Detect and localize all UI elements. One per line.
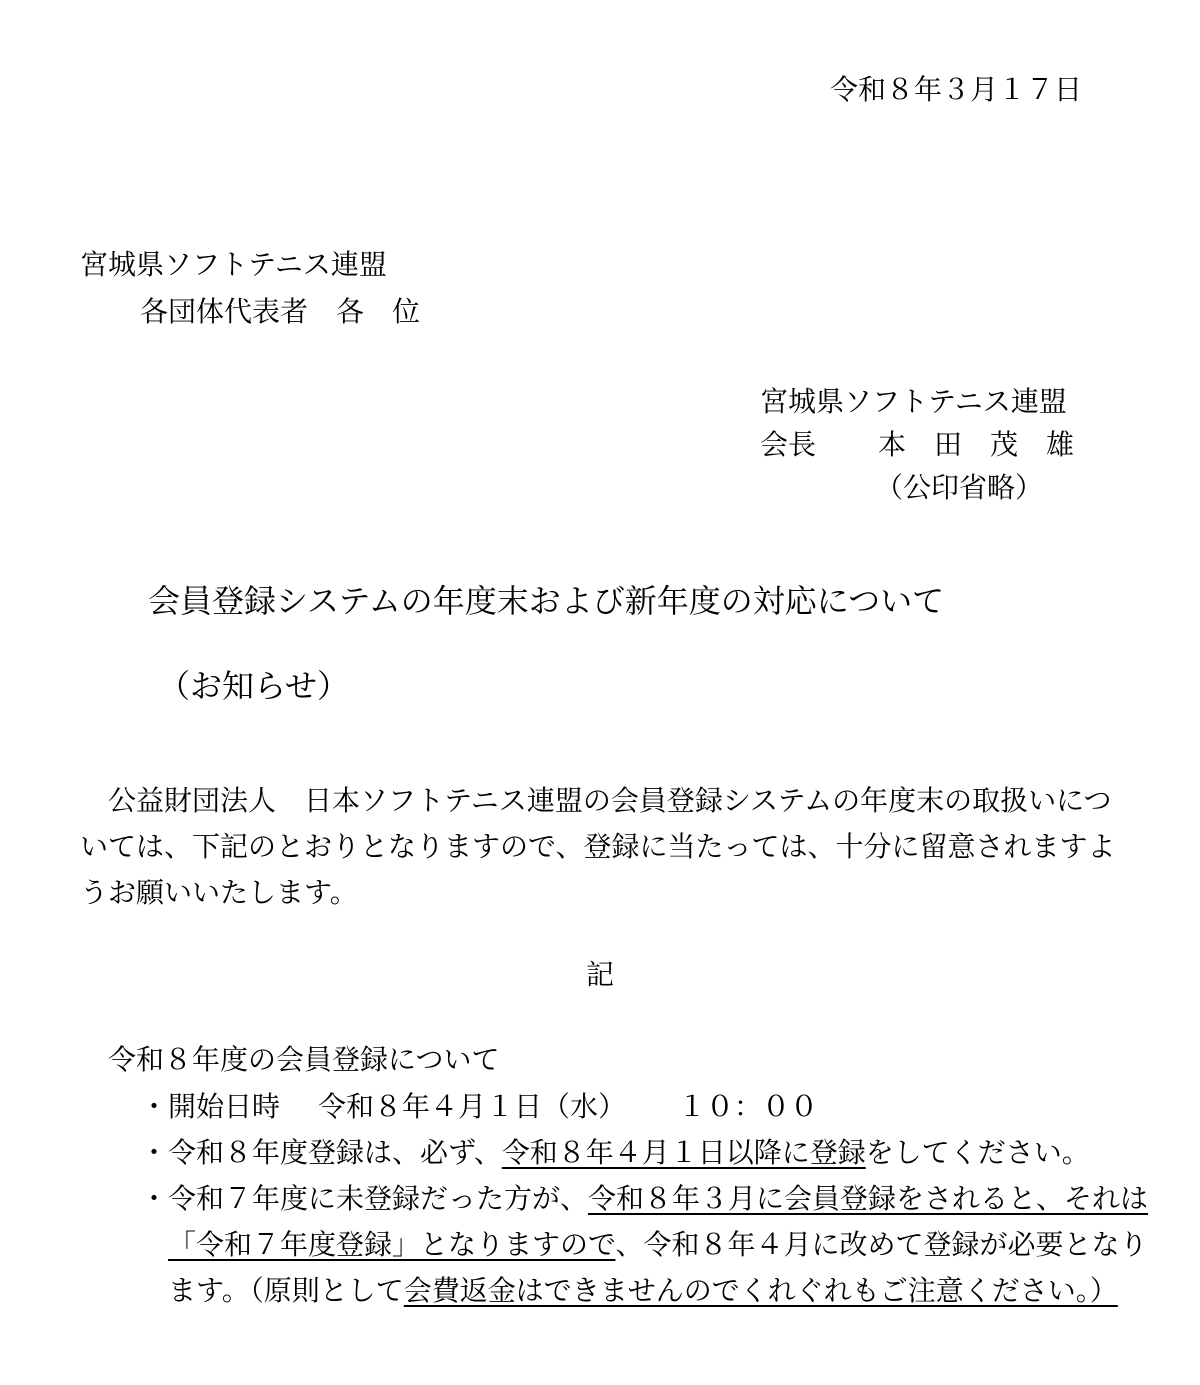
underlined-text: 令和８年３月に会員登録をされると、それは「令和７年度登録」となりますので	[168, 1182, 1149, 1261]
sender-organization: 宮城県ソフトテニス連盟	[760, 385, 1067, 418]
bullet-text: 、令和８年４月に改めて登録が必要となります。（原則として	[168, 1228, 1148, 1307]
start-time: １０：００	[678, 1090, 819, 1123]
bullet-text: をしてください。	[865, 1136, 1090, 1169]
sender-name: 本 田 茂 雄	[878, 428, 1075, 461]
bullet-label: ・開始日時	[140, 1090, 281, 1123]
underlined-text: 令和８年４月１日以降に登録	[501, 1136, 866, 1169]
bullet-text: ・令和７年度に未登録だった方が、	[140, 1182, 589, 1215]
start-date: 令和８年４月１日（水）	[318, 1090, 627, 1123]
bullet-start-datetime	[140, 1084, 818, 1130]
body-paragraph: 公益財団法人 日本ソフトテニス連盟の会員登録システムの年度末の取扱いについては、下記のとおりとなりますので、登録に当たっては、十分に留意されますようお願いいたします。	[80, 784, 1116, 909]
document-title: 会員登録システムの年度末および新年度の対応について	[148, 582, 945, 620]
ki-heading: 記	[585, 958, 614, 991]
bullet-registration-timing	[140, 1130, 1090, 1176]
underlined-text: 会費返金はできませんのでくれぐれもご注意ください。）	[403, 1274, 1118, 1307]
section-heading: 令和８年度の会員登録について	[108, 1043, 500, 1076]
sender-title: 会長	[760, 428, 817, 461]
sender-signature	[760, 425, 1074, 465]
seal-note: （公印省略）	[875, 471, 1044, 504]
bullet-unregistered-notice	[140, 1176, 1153, 1314]
issue-date: 令和８年３月１７日	[829, 73, 1082, 106]
recipient-organization: 宮城県ソフトテニス連盟	[80, 248, 387, 281]
recipient-representatives: 各団体代表者 各 位	[140, 295, 421, 328]
bullet-text: ・令和８年度登録は、必ず、	[140, 1136, 502, 1169]
document-subtitle: （お知らせ）	[158, 667, 350, 705]
